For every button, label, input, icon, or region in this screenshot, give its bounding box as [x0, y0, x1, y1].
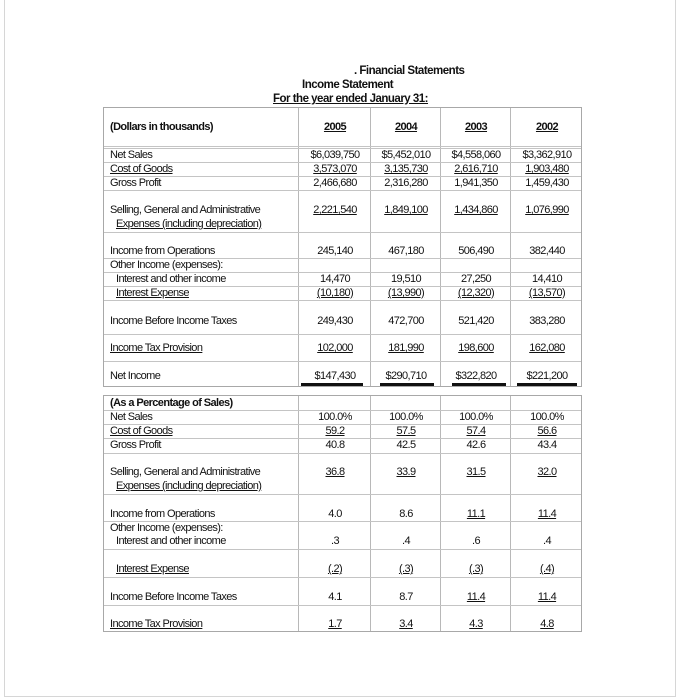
net-income-double-underline — [517, 383, 577, 386]
net-income-double-underline — [380, 383, 434, 386]
net-income-double-underline — [301, 383, 363, 386]
period-title: For the year ended January 31: — [273, 93, 429, 105]
year-header: 2005 — [323, 121, 347, 133]
table-row: Other Income (expenses): — [110, 259, 223, 271]
units-label: (Dollars in thousands) — [110, 121, 213, 133]
document-title: . Financial Statements — [354, 65, 465, 77]
statement-title: Income Statement — [302, 79, 394, 91]
percentage-of-sales-table: (As a Percentage of Sales) Net Sales 100.0% 100.0% 100.0% 100.0% Cost of Goods 59.2 57.5 57.4 56.6 Gross Profit 40.8 42.5 42.6 43.4 Selling, General and Administrative Expenses (including depreciation) 36.8 33.9 31.5 32.0 Income from Operations 4.0 8.6 11.1 11.4 Other Income (expenses): Interest and other income .3 .4 .6 .4 Interest Expense (.2) (.3) (.3) (.4) Income Before Income Taxes 4.1 8.7 11.4 11.4 Income Tax Provision 1.7 3.4 4.3 4.8 — [103, 395, 582, 632]
year-header: 2004 — [394, 121, 418, 133]
income-statement-table: (Dollars in thousands) 2005 2004 2003 2002 Net Sales $6,039,750 $5,452,010 $4,558,060 $3,362,910 Cost of Goods 3,573,070 3,135,730 2,616,710 1,903,480 Gross Profit 2,466,680 2,316,280 1,941,350 1,459,430 Selling, General and Administrative Expenses (including depreciation) 2,221,540 1,849,100 1,434,860 1,076,990 Income from Operations 245,140 467,180 506,490 382,440 Other Income (expenses): Interest and other income 14,470 19,510 27,250 14,410 Interest Expense (10,180) (13,990) (12,320) (13,570) Income Before Income Taxes 249,430 472,700 521,420 383,280 Income Tax Provision 102,000 181,990 198,600 162,080 Net Income $147,430 $290,710 $322,820 $221,200 — [103, 107, 582, 387]
year-header: 2002 — [535, 121, 559, 133]
section-label: (As a Percentage of Sales) — [110, 397, 233, 409]
net-income-double-underline — [452, 383, 506, 386]
year-header: 2003 — [464, 121, 488, 133]
table-row: Other Income (expenses): — [110, 522, 223, 534]
